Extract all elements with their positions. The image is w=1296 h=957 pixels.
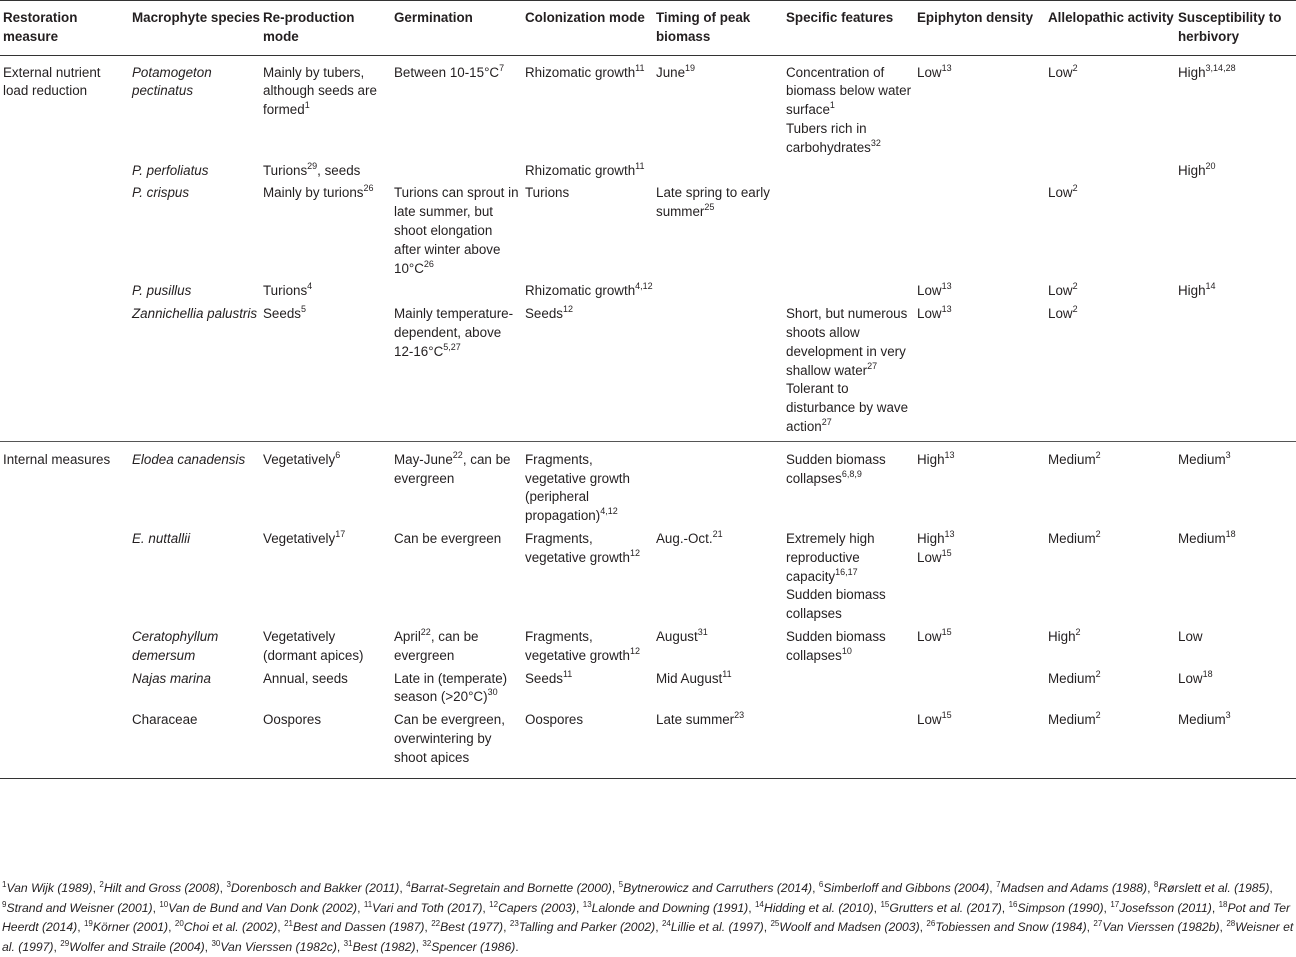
citation-ref: 31 bbox=[697, 626, 708, 637]
data-cell: Medium$^3$ bbox=[1178, 449, 1231, 467]
species-cell: P. perfoliatus bbox=[132, 162, 209, 178]
restoration-measure-cell bbox=[0, 711, 129, 779]
table-row bbox=[0, 184, 1296, 282]
citation-ref: 13 bbox=[941, 304, 952, 315]
citation-ref: 2 bbox=[1095, 710, 1101, 721]
table-header-row bbox=[0, 1, 1296, 56]
data-cell: Medium$^{18}$ bbox=[1178, 528, 1236, 546]
citation-ref: 16,17 bbox=[835, 566, 858, 577]
footnote-item: $^{30}$Van Vierssen (1982c) bbox=[211, 938, 337, 954]
citation-ref: 4,12 bbox=[600, 506, 618, 517]
citation-ref: 12 bbox=[562, 304, 573, 315]
data-cell: August$^{31}$ bbox=[656, 626, 708, 644]
data-cell: Turions can sprout in late summer, but shoot elongation after winter above $10^\circ C^{26}$ bbox=[394, 185, 519, 276]
data-cell bbox=[653, 282, 783, 305]
footnote-item: $^9$Strand and Weisner (2001) bbox=[2, 899, 153, 915]
footnote-item: $^6$Simberloff and Gibbons (2004) bbox=[818, 880, 990, 895]
data-cell: Extremely high reproductive capacity$^{16,17}$ Sudden biomass collapses bbox=[786, 530, 886, 622]
data-cell: Low$^2$ bbox=[1048, 304, 1078, 322]
citation-ref: 2 bbox=[1072, 183, 1078, 194]
citation-ref: 26 bbox=[423, 258, 434, 269]
footnote-item: $^7$Madsen and Adams (1988) bbox=[996, 880, 1148, 895]
data-cell: Medium$^2$ bbox=[1048, 710, 1101, 728]
citation-ref: 1 bbox=[304, 100, 310, 111]
table-footnotes: $^1$Van Wijk (1989), $^2$Hilt and Gross (2008), $^3$Dorenbosch and Bakker (2011), $^4$Barrat-Segretain and Bornette (2000), $^5$Bytnerowicz and Carruthers (2014), $^6$Simberloff and Gibbons (2004), $^7$Madsen and Adams (1988), $^8$Rørslett et al. (1985), $^9$Strand and Weisner (2001), $^{10}$Van de Bund and Van Donk (2002), $^{11}$Vari and Toth (2017), $^{12}$Capers (2003), $^{13}$Lalonde and Downing (1991), $^{14}$Hidding et al. (2010), $^{15}$Grutters et al. (2017), $^{16}$Simpson (1990), $^{17}$Josefsson (2011), $^{18}$Pot and Ter Heerdt (2014), $^{19}$Körner (2001), $^{20}$Choi et al. (2002), $^{21}$Best and Dassen (1987), $^{22}$Best (1977), $^{23}$Talling and Parker (2002), $^{24}$Lillie et al. (1997), $^{25}$Woolf and Madsen (2003), $^{26}$Tobiessen and Snow (1984), $^{27}$Van Vierssen (1982b), $^{28}$Weisner et al. (1997), $^{29}$Wolfer and Straile (2004), $^{30}$Van Vierssen (1982c), $^{31}$Best (1982), $^{32}$Spencer (1986). bbox=[2, 880, 1294, 954]
data-cell: Can be evergreen, overwintering by shoot apices bbox=[394, 712, 505, 765]
footnote-item: $^{17}$Josefsson (2011) bbox=[1110, 899, 1212, 915]
citation-ref: 23 bbox=[734, 710, 745, 721]
restoration-measure-cell bbox=[0, 184, 129, 282]
column-header: Timing of peak biomass bbox=[656, 10, 751, 44]
citation-ref: 11 bbox=[635, 160, 645, 171]
citation-ref: 27 bbox=[821, 416, 832, 427]
column-header: Allelopathic activity bbox=[1048, 10, 1174, 25]
data-cell: Short, but numerous shoots allow development in very shallow water$^{27}$ Tolerant to disturbance by wave action$^{27}$ bbox=[786, 306, 909, 434]
data-cell bbox=[783, 162, 914, 185]
citation-ref: 11 bbox=[562, 668, 573, 679]
data-cell: Mainly by tubers, although seeds are formed$^1$ bbox=[263, 64, 377, 118]
citation-ref: 2 bbox=[1075, 626, 1081, 637]
footnote-item: $^{28}$Weisner et al. (1997) bbox=[2, 919, 1294, 954]
data-cell: Fragments, vegetative growth (peripheral propagation)$^{4,12}$ bbox=[525, 451, 630, 524]
citation-ref: 14 bbox=[1205, 281, 1216, 292]
citation-ref: 22 bbox=[420, 626, 431, 637]
species-cell: E. nuttallii bbox=[132, 530, 191, 546]
data-cell: High$^{3,14,28}$ bbox=[1178, 62, 1236, 80]
footnote-item: $^{27}$Van Vierssen (1982b) bbox=[1093, 919, 1220, 934]
data-cell: Vegetatively$^{17}$ bbox=[263, 528, 346, 546]
citation-ref: 11 bbox=[635, 62, 645, 73]
data-cell: April$^{22}$, can be evergreen bbox=[394, 626, 479, 663]
data-cell: Sudden biomass collapses$^{6,8,9}$ bbox=[786, 451, 886, 486]
citation-ref: 2 bbox=[1095, 528, 1101, 539]
data-cell: Medium$^2$ bbox=[1048, 668, 1101, 686]
citation-ref: 12 bbox=[629, 645, 640, 656]
table-row bbox=[0, 670, 1296, 712]
species-cell: Najas marina bbox=[132, 670, 211, 686]
footnote-item: $^{15}$Grutters et al. (2017) bbox=[880, 899, 1002, 915]
footnote-item: $^{22}$Best (1977) bbox=[431, 919, 504, 934]
citation-ref: 18 bbox=[1225, 528, 1236, 539]
footnote-item: $^{24}$Lillie et al. (1997) bbox=[661, 919, 764, 934]
data-cell bbox=[914, 184, 1045, 282]
footnote-item: $^{26}$Tobiessen and Snow (1984) bbox=[926, 919, 1087, 934]
data-cell bbox=[653, 441, 783, 530]
data-cell bbox=[783, 711, 914, 779]
citation-ref: 29 bbox=[307, 160, 318, 171]
table-row bbox=[0, 305, 1296, 441]
data-cell: May-June$^{22}$, can be evergreen bbox=[394, 449, 511, 486]
table-row bbox=[0, 55, 1296, 161]
data-cell: High$^{20}$ bbox=[1178, 160, 1216, 178]
citation-ref: 3 bbox=[1225, 710, 1231, 721]
restoration-measure-cell bbox=[0, 670, 129, 712]
citation-ref: 25 bbox=[704, 202, 715, 213]
citation-ref: 13 bbox=[944, 528, 955, 539]
data-cell: Annual, seeds bbox=[263, 670, 348, 686]
citation-ref: 12 bbox=[629, 547, 640, 558]
restoration-measure-cell bbox=[0, 282, 129, 305]
data-cell bbox=[653, 305, 783, 441]
footnote-item: $^{21}$Best and Dassen (1987) bbox=[284, 919, 425, 934]
data-cell: Aug.-Oct.$^{21}$ bbox=[656, 528, 723, 546]
citation-ref: 1 bbox=[829, 100, 835, 111]
data-cell: Medium$^3$ bbox=[1178, 710, 1231, 728]
data-cell: Low$^{13}$ bbox=[917, 62, 952, 80]
data-cell bbox=[1175, 305, 1296, 441]
footnote-item: $^{31}$Best (1982) bbox=[343, 938, 416, 954]
data-cell: Mid August$^{11}$ bbox=[656, 668, 732, 686]
data-cell: Vegetatively$^6$ bbox=[263, 449, 341, 467]
data-cell: Turions bbox=[525, 185, 570, 201]
citation-ref: 17 bbox=[335, 528, 346, 539]
citation-ref: 27 bbox=[867, 360, 878, 371]
citation-ref: 21 bbox=[712, 528, 723, 539]
citation-ref: 2 bbox=[1072, 304, 1078, 315]
citation-ref: 15 bbox=[941, 547, 952, 558]
data-cell: Low$^2$ bbox=[1048, 62, 1078, 80]
data-cell: Fragments, vegetative growth$^{12}$ bbox=[525, 530, 640, 565]
citation-ref: 2 bbox=[1095, 668, 1101, 679]
footnote-item: $^{16}$Simpson (1990) bbox=[1008, 899, 1104, 915]
data-cell bbox=[783, 184, 914, 282]
data-cell: High$^{13}$ bbox=[917, 449, 955, 467]
footnote-item: $^{10}$Van de Bund and Van Donk (2002) bbox=[159, 899, 358, 915]
citation-ref: 2 bbox=[1072, 281, 1078, 292]
data-cell: High$^{14}$ bbox=[1178, 281, 1216, 299]
footnote-item: $^{32}$Spencer (1986) bbox=[422, 938, 516, 954]
citation-ref: 13 bbox=[944, 449, 955, 460]
citation-ref: 6,8,9 bbox=[841, 468, 862, 479]
footnote-item: $^8$Rørslett et al. (1985) bbox=[1153, 880, 1270, 895]
data-cell: Vegetatively (dormant apices) bbox=[263, 628, 364, 663]
data-cell: Low$^{15}$ bbox=[917, 626, 952, 644]
data-cell: Low$^{13}$ bbox=[917, 304, 952, 322]
data-cell bbox=[1175, 184, 1296, 282]
data-cell: Between $10-15^\circ C^7$ bbox=[394, 62, 505, 80]
column-header: Susceptibility to herbivory bbox=[1178, 10, 1282, 44]
data-cell: Late summer$^{23}$ bbox=[656, 710, 745, 728]
citation-ref: 18 bbox=[1202, 668, 1213, 679]
data-cell: Fragments, vegetative growth$^{12}$ bbox=[525, 628, 640, 663]
footnote-item: $^3$Dorenbosch and Bakker (2011) bbox=[226, 880, 400, 895]
citation-ref: 10 bbox=[841, 645, 852, 656]
column-header: Germination bbox=[394, 10, 473, 25]
data-cell: Rhizomatic growth$^{4,12}$ bbox=[525, 281, 653, 299]
data-cell: Rhizomatic growth$^{11}$ bbox=[525, 160, 645, 178]
table-body bbox=[0, 55, 1296, 779]
footnote-item: $^{23}$Talling and Parker (2002) bbox=[509, 919, 656, 934]
data-cell: Low$^2$ bbox=[1048, 183, 1078, 201]
data-cell: Late in (temperate) season (>20°C)$^{30}$ bbox=[394, 670, 508, 705]
data-cell: Seeds$^5$ bbox=[263, 304, 306, 322]
column-header: Restoration measure bbox=[3, 10, 78, 44]
citation-ref: 15 bbox=[941, 710, 952, 721]
footnote-item: $^{11}$Vari and Toth (2017) bbox=[363, 899, 483, 915]
footnote-item: $^5$Bytnerowicz and Carruthers (2014) bbox=[618, 880, 813, 895]
data-cell: Low$^{18}$ bbox=[1178, 668, 1213, 686]
restoration-measure-cell: Internal measures bbox=[3, 451, 111, 467]
citation-ref: 11 bbox=[722, 668, 732, 679]
data-cell: Low$^{15}$ bbox=[917, 710, 952, 728]
species-cell: Potamogeton pectinatus bbox=[132, 64, 212, 99]
data-cell bbox=[653, 162, 783, 185]
footnote-item: $^2$Hilt and Gross (2008) bbox=[99, 880, 220, 895]
citation-ref: 15 bbox=[941, 626, 952, 637]
table-row bbox=[0, 162, 1296, 185]
data-cell: June$^{19}$ bbox=[656, 62, 696, 80]
citation-ref: 3 bbox=[1225, 449, 1231, 460]
table-row bbox=[0, 628, 1296, 670]
footnote-item: $^{20}$Choi et al. (2002) bbox=[174, 919, 278, 934]
data-cell: Concentration of biomass below water surface$^1$ Tubers rich in carbohydrates$^{32}$ bbox=[786, 64, 912, 155]
data-cell: Medium$^2$ bbox=[1048, 528, 1101, 546]
data-cell: Rhizomatic growth$^{11}$ bbox=[525, 62, 645, 80]
data-cell: High$^{13}$ Low$^{15}$ bbox=[917, 528, 955, 565]
data-cell bbox=[391, 282, 522, 305]
citation-ref: 2 bbox=[1095, 449, 1101, 460]
footnote-item: $^{12}$Capers (2003) bbox=[489, 899, 576, 915]
data-cell: Mainly by turions$^{26}$ bbox=[263, 183, 374, 201]
citation-ref: 4,12 bbox=[635, 281, 653, 292]
data-cell: Low bbox=[1178, 628, 1203, 644]
footnote-item: $^4$Barrat-Segretain and Bornette (2000) bbox=[406, 880, 612, 895]
table-row bbox=[0, 441, 1296, 530]
restoration-measure-cell: External nutrient load reduction bbox=[3, 64, 101, 99]
data-cell: Oospores bbox=[263, 712, 322, 728]
data-cell: Low$^{13}$ bbox=[917, 281, 952, 299]
data-cell: High$^2$ bbox=[1048, 626, 1081, 644]
citation-ref: 19 bbox=[685, 62, 696, 73]
data-cell: Turions$^{29}$, seeds bbox=[263, 160, 361, 178]
footnote-item: $^{18}$Pot and Ter Heerdt (2014) bbox=[2, 899, 1291, 934]
data-cell: Seeds$^{11}$ bbox=[525, 668, 573, 686]
data-cell: Can be evergreen bbox=[394, 530, 502, 546]
data-cell bbox=[1045, 162, 1175, 185]
data-cell: Oospores bbox=[525, 712, 584, 728]
column-header: Epiphyton density bbox=[917, 10, 1034, 25]
data-cell: Turions$^4$ bbox=[263, 281, 313, 299]
data-cell bbox=[914, 670, 1045, 712]
citation-ref: 7 bbox=[499, 62, 505, 73]
footnote-item: $^1$Van Wijk (1989) bbox=[2, 880, 93, 895]
data-cell: Late spring to early summer$^{25}$ bbox=[656, 185, 770, 220]
restoration-measure-cell bbox=[0, 162, 129, 185]
species-cell: Elodea canadensis bbox=[132, 451, 246, 467]
data-cell: Mainly temperature-dependent, above $12-16^\circ C^{5,27}$ bbox=[394, 306, 514, 359]
data-cell: Sudden biomass collapses$^{10}$ bbox=[786, 628, 886, 663]
citation-ref: 3,14,28 bbox=[1205, 62, 1236, 73]
citation-ref: 26 bbox=[363, 183, 374, 194]
footnote-item: $^{14}$Hidding et al. (2010) bbox=[754, 899, 874, 915]
restoration-measure-cell bbox=[0, 530, 129, 628]
citation-ref: 5,27 bbox=[443, 341, 461, 352]
table-row bbox=[0, 282, 1296, 305]
citation-ref: 2 bbox=[1072, 62, 1078, 73]
column-header: Colonization mode bbox=[525, 10, 645, 25]
data-cell bbox=[783, 670, 914, 712]
citation-ref: 32 bbox=[870, 137, 881, 148]
footnote-item: $^{19}$Körner (2001) bbox=[83, 919, 169, 934]
footnote-item: $^{13}$Lalonde and Downing (1991) bbox=[582, 899, 749, 915]
species-cell: Characeae bbox=[132, 712, 198, 728]
data-cell bbox=[914, 162, 1045, 185]
citation-ref: 6 bbox=[335, 449, 341, 460]
data-cell bbox=[391, 162, 522, 185]
species-cell: P. crispus bbox=[132, 185, 190, 201]
citation-ref: 22 bbox=[452, 449, 463, 460]
species-cell: P. pusillus bbox=[132, 283, 192, 299]
citation-ref: 5 bbox=[300, 304, 306, 315]
column-header: Specific features bbox=[786, 10, 894, 25]
footnote-item: $^{29}$Wolfer and Straile (2004) bbox=[60, 938, 205, 954]
column-header: Macrophyte species bbox=[132, 10, 261, 25]
citation-ref: 4 bbox=[307, 281, 313, 292]
footnote-item: $^{25}$Woolf and Madsen (2003) bbox=[770, 919, 920, 934]
data-cell: Seeds$^{12}$ bbox=[525, 304, 573, 322]
column-header: Re-production mode bbox=[263, 10, 355, 44]
species-cell: Ceratophyllum demersum bbox=[132, 628, 219, 663]
restoration-measure-cell bbox=[0, 305, 129, 441]
restoration-measure-cell bbox=[0, 628, 129, 670]
citation-ref: 30 bbox=[487, 687, 498, 698]
species-cell: Zannichellia palustris bbox=[132, 306, 258, 322]
citation-ref: 13 bbox=[941, 281, 952, 292]
citation-ref: 20 bbox=[1205, 160, 1216, 171]
citation-ref: 13 bbox=[941, 62, 952, 73]
table-row bbox=[0, 530, 1296, 628]
data-cell: Low$^2$ bbox=[1048, 281, 1078, 299]
table-row bbox=[0, 711, 1296, 779]
data-cell: Medium$^2$ bbox=[1048, 449, 1101, 467]
data-cell bbox=[783, 282, 914, 305]
